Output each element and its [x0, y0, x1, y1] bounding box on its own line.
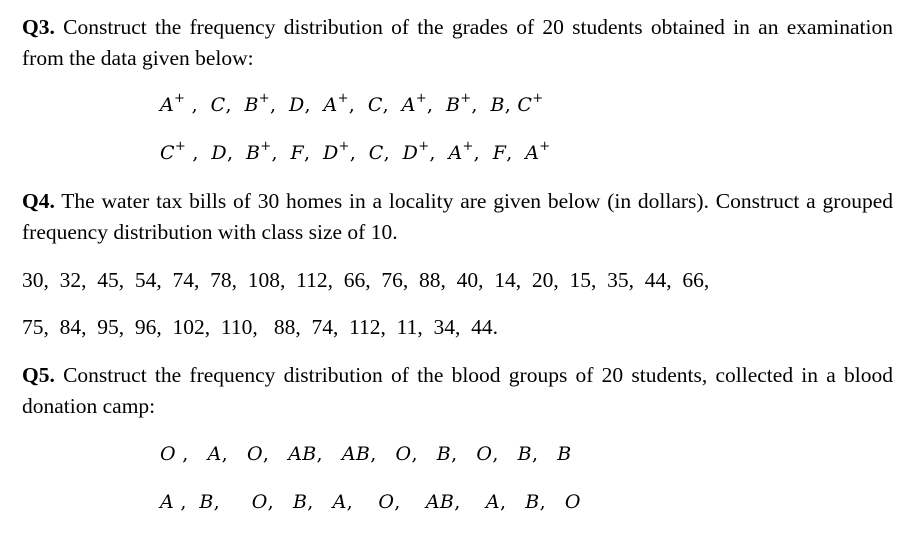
- list-separator: ,: [186, 142, 212, 164]
- grade-plus-sign: +: [258, 90, 270, 106]
- list-separator: ,: [471, 94, 491, 116]
- blood-group-item: O: [395, 443, 412, 465]
- grade-plus-sign: +: [532, 90, 544, 106]
- grade-letter: C: [367, 94, 383, 116]
- grade-item: [160, 91, 185, 119]
- list-separator: ,: [185, 94, 211, 116]
- blood-group-item: AB: [425, 491, 455, 513]
- grade-item: [244, 91, 269, 119]
- blood-group-item: B: [525, 491, 540, 513]
- grade-plus-sign: +: [539, 138, 551, 154]
- grade-letter: F: [492, 142, 507, 164]
- list-separator: ,: [174, 491, 200, 513]
- grade-letter: C: [160, 142, 175, 164]
- grade-plus-sign: +: [462, 138, 474, 154]
- list-separator: ,: [370, 443, 396, 465]
- grade-item: [246, 139, 271, 167]
- grade-plus-sign: +: [460, 90, 472, 106]
- list-separator: ,: [225, 94, 245, 116]
- list-separator: ,: [307, 491, 333, 513]
- grade-item: [493, 139, 506, 167]
- list-separator: ,: [271, 142, 291, 164]
- blood-group-item: O: [564, 491, 581, 513]
- grade-letter: C: [210, 94, 226, 116]
- grade-item: [323, 139, 350, 167]
- grade-item: [369, 139, 384, 167]
- grade-plus-sign: +: [337, 90, 349, 106]
- list-separator: ,: [316, 443, 342, 465]
- list-separator: ,: [539, 491, 565, 513]
- grade-item: [211, 91, 226, 119]
- blood-group-item: O: [251, 491, 268, 513]
- grade-letter: A: [448, 142, 463, 164]
- grade-letter: C: [368, 142, 384, 164]
- list-separator: ,: [269, 94, 289, 116]
- grade-item: [324, 91, 349, 119]
- list-separator: ,: [411, 443, 437, 465]
- question-5-number: Q5.: [22, 363, 55, 387]
- grade-letter: A: [401, 94, 416, 116]
- grade-item: [289, 91, 305, 119]
- blood-group-item: A: [332, 491, 347, 513]
- grade-item: [448, 139, 473, 167]
- grade-letter: B: [445, 94, 461, 116]
- list-separator: ,: [454, 491, 486, 513]
- list-separator: ,: [348, 94, 368, 116]
- grade-plus-sign: +: [415, 90, 427, 106]
- blood-groups-row-2: [160, 488, 581, 516]
- grade-letter: D: [402, 142, 419, 164]
- blood-group-item: O: [160, 443, 176, 465]
- blood-group-item: O: [476, 443, 493, 465]
- blood-group-item: O: [378, 491, 395, 513]
- list-separator: ,: [382, 94, 402, 116]
- grades-row-2: [160, 139, 550, 167]
- question-3: [22, 12, 893, 74]
- list-separator: ,: [506, 142, 526, 164]
- question-3-number: Q3.: [22, 15, 55, 39]
- grade-item: [160, 139, 186, 167]
- list-separator: ,: [213, 491, 252, 513]
- blood-group-item: AB: [288, 443, 317, 465]
- list-separator: ,: [504, 94, 518, 116]
- list-separator: ,: [304, 94, 324, 116]
- blood-group-item: B: [436, 443, 452, 465]
- grade-letter: B: [245, 142, 261, 164]
- list-separator: ,: [346, 491, 379, 513]
- grade-item: [525, 139, 550, 167]
- blood-group-item: AB: [341, 443, 371, 465]
- grade-plus-sign: +: [174, 138, 187, 154]
- blood-group-item: B: [557, 443, 572, 465]
- grade-item: [517, 91, 543, 119]
- grade-item: [290, 139, 303, 167]
- grade-plus-sign: +: [338, 138, 350, 154]
- grade-letter: B: [244, 94, 259, 116]
- grade-letter: A: [323, 94, 338, 116]
- grade-plus-sign: +: [174, 90, 186, 106]
- list-separator: ,: [226, 142, 246, 164]
- grade-letter: D: [288, 94, 305, 116]
- list-separator: ,: [394, 491, 426, 513]
- list-separator: ,: [267, 491, 293, 513]
- grade-letter: D: [211, 142, 227, 164]
- question-4-number: Q4.: [22, 189, 55, 213]
- grade-item: [211, 139, 227, 167]
- list-separator: ,: [429, 142, 449, 164]
- grade-letter: A: [160, 94, 175, 116]
- list-separator: ,: [175, 443, 208, 465]
- grade-letter: F: [290, 142, 304, 164]
- blood-group-item: O: [246, 443, 263, 465]
- list-separator: ,: [451, 443, 477, 465]
- blood-group-item: B: [517, 443, 532, 465]
- question-5: [22, 360, 893, 422]
- water-bills-line-1: 30, 32, 45, 54, 74, 78, 108, 112, 66, 76, 88, 40, 14, 20, 15, 35, 44, 66,: [22, 268, 710, 292]
- list-separator: ,: [531, 443, 558, 465]
- grade-item: [446, 91, 471, 119]
- list-separator: ,: [349, 142, 369, 164]
- blood-group-item: A: [207, 443, 222, 465]
- question-4-text: The water tax bills of 30 homes in a locality are given below (in dollars). Construct a grouped frequency distribution with class size of 10.: [22, 189, 893, 244]
- question-5-text: Construct the frequency distribution of the blood groups of 20 students, collected in a blood donation camp:: [22, 363, 893, 418]
- question-4: [22, 186, 893, 248]
- blood-groups-row-1: [160, 440, 572, 468]
- list-separator: ,: [473, 142, 493, 164]
- list-separator: ,: [383, 142, 403, 164]
- grade-letter: C: [517, 94, 533, 116]
- grade-item: [368, 91, 383, 119]
- list-separator: ,: [426, 94, 446, 116]
- list-separator: ,: [303, 142, 323, 164]
- list-separator: ,: [262, 443, 289, 465]
- list-separator: ,: [492, 443, 518, 465]
- blood-group-item: A: [485, 491, 500, 513]
- blood-group-item: B: [292, 491, 308, 513]
- list-separator: ,: [221, 443, 247, 465]
- grade-letter: B: [490, 94, 505, 116]
- grade-letter: D: [323, 142, 339, 164]
- list-separator: ,: [499, 491, 526, 513]
- blood-group-item: B: [199, 491, 214, 513]
- question-3-text: Construct the frequency distribution of the grades of 20 students obtained in an examination from the data given below:: [22, 15, 893, 70]
- water-bills-line-2: 75, 84, 95, 96, 102, 110, 88, 74, 112, 11, 34, 44.: [22, 315, 498, 339]
- grade-letter: A: [525, 142, 540, 164]
- grade-item: [403, 139, 430, 167]
- grade-item: [490, 91, 504, 119]
- grade-item: [402, 91, 427, 119]
- grades-row-1: [160, 91, 543, 119]
- blood-group-item: A: [160, 491, 175, 513]
- grade-plus-sign: +: [260, 138, 272, 154]
- grade-plus-sign: +: [418, 138, 430, 154]
